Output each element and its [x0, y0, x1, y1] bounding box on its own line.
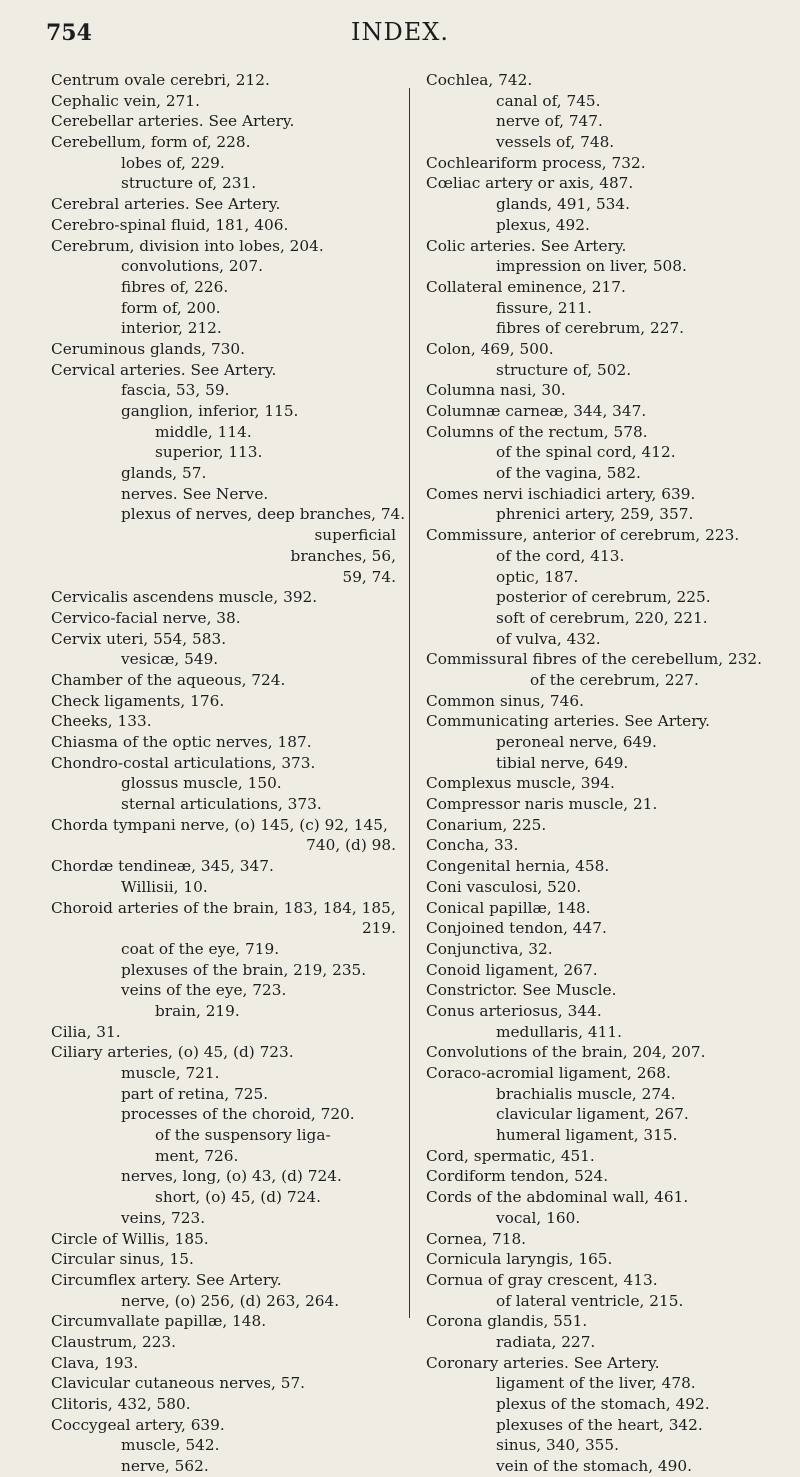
- index-subentry: short, (o) 45, (d) 724.: [155, 1188, 321, 1207]
- index-subentry: interior, 212.: [121, 319, 222, 338]
- index-column-left: [51, 70, 406, 1477]
- index-entry: Conoid ligament, 267.: [426, 960, 598, 979]
- index-entry: Chamber of the aqueous, 724.: [51, 670, 286, 689]
- index-subentry: superior, 113.: [155, 443, 263, 462]
- index-entry: Cheeks, 133.: [51, 712, 152, 731]
- index-subentry: nerve, 562.: [121, 1457, 209, 1476]
- index-subentry: ganglion, inferior, 115.: [121, 402, 299, 420]
- column-divider: [409, 88, 410, 1318]
- index-subentry: clavicular ligament, 267.: [496, 1105, 689, 1124]
- index-entry: Ciliary arteries, (o) 45, (d) 723.: [51, 1043, 294, 1062]
- index-column-right: [426, 70, 766, 1477]
- index-subentry: posterior of cerebrum, 225.: [496, 588, 711, 607]
- index-entry: Collateral eminence, 217.: [426, 277, 626, 296]
- index-subentry: vesicæ, 549.: [121, 650, 219, 669]
- index-subentry: of the cerebrum, 227.: [530, 670, 699, 689]
- index-entry: Coronary arteries. See Artery.: [426, 1353, 660, 1372]
- index-subentry: vocal, 160.: [496, 1208, 581, 1227]
- index-entry: Common sinus, 746.: [426, 691, 584, 710]
- index-subentry: 219.: [361, 919, 396, 938]
- index-entry: Coni vasculosi, 520.: [426, 877, 582, 896]
- index-subentry: part of retina, 725.: [121, 1084, 269, 1103]
- index-entry: Clavicular cutaneous nerves, 57.: [51, 1374, 306, 1393]
- index-subentry: peroneal nerve, 649.: [496, 733, 657, 751]
- index-subentry: humeral ligament, 315.: [496, 1126, 678, 1145]
- index-subentry: sternal articulations, 373.: [121, 795, 322, 814]
- index-entry: Chiasma of the optic nerves, 187.: [51, 733, 312, 751]
- index-subentry: convolutions, 207.: [121, 257, 263, 276]
- index-entry: Circumvallate papillæ, 148.: [51, 1312, 267, 1331]
- index-entry: Cervix uteri, 554, 583.: [51, 629, 227, 648]
- index-subentry: coat of the eye, 719.: [121, 939, 280, 958]
- index-entry: Cerebrum, division into lobes, 204.: [51, 236, 324, 255]
- index-subentry: glossus muscle, 150.: [121, 774, 282, 793]
- index-entry: Cornea, 718.: [426, 1229, 527, 1248]
- index-subentry: structure of, 502.: [496, 360, 632, 379]
- index-subentry: of the spinal cord, 412.: [496, 443, 676, 462]
- index-entry: Columns of the rectum, 578.: [426, 422, 648, 441]
- index-entry: Cephalic vein, 271.: [51, 91, 200, 110]
- index-subentry: soft of cerebrum, 220, 221.: [496, 608, 708, 627]
- index-entry: Conarium, 225.: [426, 815, 547, 834]
- index-entry: Circular sinus, 15.: [51, 1250, 194, 1269]
- index-entry: Columna nasi, 30.: [426, 381, 566, 400]
- index-subentry: nerves, long, (o) 43, (d) 724.: [121, 1167, 342, 1186]
- index-subentry: brachialis muscle, 274.: [496, 1084, 676, 1103]
- index-subentry: of vulva, 432.: [496, 629, 601, 648]
- index-subentry: veins, 723.: [121, 1208, 206, 1227]
- index-entry: Cord, spermatic, 451.: [426, 1146, 595, 1165]
- index-subentry: fissure, 211.: [496, 298, 592, 317]
- index-subentry: vein of the stomach, 490.: [496, 1457, 692, 1476]
- index-subentry: plexus of nerves, deep branches, 74.: [121, 505, 406, 524]
- index-subentry: processes of the choroid, 720.: [121, 1105, 355, 1124]
- index-subentry: of the suspensory liga-: [155, 1126, 331, 1145]
- index-subentry: plexuses of the heart, 342.: [496, 1415, 703, 1434]
- index-entry: Conjoined tendon, 447.: [426, 919, 607, 938]
- index-entry: Cervicalis ascendens muscle, 392.: [51, 588, 318, 607]
- index-subentry: ment, 726.: [155, 1146, 239, 1165]
- index-entry: Comes nervi ischiadici artery, 639.: [426, 484, 696, 503]
- page-header: [0, 14, 800, 54]
- index-entry: Cordiform tendon, 524.: [426, 1167, 609, 1186]
- index-subentry: nerve of, 747.: [496, 112, 603, 131]
- index-entry: Colon, 469, 500.: [426, 339, 554, 358]
- index-entry: Cords of the abdominal wall, 461.: [426, 1188, 689, 1207]
- index-entry: Coccygeal artery, 639.: [51, 1415, 225, 1434]
- index-entry: Convolutions of the brain, 204, 207.: [426, 1043, 706, 1062]
- index-subentry: phrenici artery, 259, 357.: [496, 505, 694, 524]
- index-subentry: structure of, 231.: [121, 174, 257, 193]
- index-subentry: form of, 200.: [121, 298, 221, 317]
- index-subentry: veins of the eye, 723.: [121, 981, 287, 1000]
- index-subentry: middle, 114.: [155, 422, 252, 441]
- index-entry: Cerebral arteries. See Artery.: [51, 195, 281, 214]
- index-subentry: lobes of, 229.: [121, 153, 225, 172]
- index-entry: Chorda tympani nerve, (o) 145, (c) 92, 145,: [51, 815, 388, 834]
- index-subentry: of the cord, 413.: [496, 546, 625, 565]
- index-entry: Cochlea, 742.: [426, 71, 533, 89]
- index-entry: Centrum ovale cerebri, 212.: [51, 71, 270, 89]
- index-entry: Cerebro-spinal fluid, 181, 406.: [51, 215, 289, 234]
- index-entry: Conical papillæ, 148.: [426, 898, 591, 917]
- index-entry: Chondro-costal articulations, 373.: [51, 753, 316, 772]
- index-entry: Corona glandis, 551.: [426, 1312, 588, 1331]
- index-entry: Constrictor. See Muscle.: [426, 981, 617, 1000]
- index-subentry: medullaris, 411.: [496, 1022, 622, 1041]
- index-entry: Congenital hernia, 458.: [426, 857, 610, 876]
- index-subentry: muscle, 721.: [121, 1064, 220, 1082]
- index-entry: Concha, 33.: [426, 836, 519, 855]
- index-subentry: optic, 187.: [496, 567, 579, 586]
- index-subentry: ligament of the liver, 478.: [496, 1374, 696, 1393]
- index-subentry: nerve, (o) 256, (d) 263, 264.: [121, 1291, 340, 1310]
- index-subentry: radiata, 227.: [496, 1332, 596, 1351]
- index-entry: Conus arteriosus, 344.: [426, 1001, 602, 1020]
- index-entry: Cerebellar arteries. See Artery.: [51, 112, 295, 131]
- index-subentry: muscle, 542.: [121, 1436, 220, 1455]
- index-entry: Claustrum, 223.: [51, 1332, 177, 1351]
- index-entry: Conjunctiva, 32.: [426, 939, 553, 958]
- index-subentry: glands, 491, 534.: [496, 195, 631, 214]
- index-subentry: branches, 56,: [290, 546, 396, 565]
- index-entry: Chordæ tendineæ, 345, 347.: [51, 857, 274, 876]
- index-entry: Cerebellum, form of, 228.: [51, 133, 251, 152]
- index-entry: Cervico-facial nerve, 38.: [51, 608, 241, 627]
- index-entry: Choroid arteries of the brain, 183, 184, 185,: [51, 898, 396, 917]
- index-subentry: impression on liver, 508.: [496, 257, 687, 276]
- index-entry: Commissure, anterior of cerebrum, 223.: [426, 526, 740, 545]
- index-subentry: canal of, 745.: [496, 91, 601, 110]
- index-subentry: 740, (d) 98.: [306, 836, 396, 855]
- index-entry: Clitoris, 432, 580.: [51, 1395, 191, 1413]
- index-entry: Circle of Willis, 185.: [51, 1229, 209, 1248]
- index-entry: Complexus muscle, 394.: [426, 774, 615, 793]
- index-subentry: sinus, 340, 355.: [496, 1436, 620, 1455]
- index-subentry: plexuses of the brain, 219, 235.: [121, 960, 367, 979]
- index-subentry: glands, 57.: [121, 464, 207, 483]
- index-subentry: plexus, 492.: [496, 215, 590, 234]
- index-entry: Coraco-acromial ligament, 268.: [426, 1064, 671, 1082]
- index-entry: Cilia, 31.: [51, 1022, 121, 1041]
- index-subentry: plexus of the stomach, 492.: [496, 1395, 710, 1413]
- index-entry: Colic arteries. See Artery.: [426, 236, 627, 255]
- index-subentry: fibres of cerebrum, 227.: [496, 319, 685, 338]
- index-entry: Circumflex artery. See Artery.: [51, 1270, 282, 1289]
- index-entry: Cornicula laryngis, 165.: [426, 1250, 613, 1269]
- index-entry: Cornua of gray crescent, 413.: [426, 1270, 658, 1289]
- index-entry: Cervical arteries. See Artery.: [51, 360, 277, 379]
- index-subentry: fascia, 53, 59.: [121, 381, 230, 400]
- index-entry: Cœliac artery or axis, 487.: [426, 174, 634, 193]
- index-subentry: nerves. See Nerve.: [121, 484, 269, 503]
- index-entry: Columnæ carneæ, 344, 347.: [426, 402, 647, 420]
- index-entry: Compressor naris muscle, 21.: [426, 795, 658, 814]
- running-title: INDEX.: [351, 18, 449, 46]
- index-subentry: fibres of, 226.: [121, 277, 229, 296]
- index-entry: Ceruminous glands, 730.: [51, 339, 246, 358]
- index-subentry: 59, 74.: [342, 567, 396, 586]
- index-subentry: Willisii, 10.: [121, 877, 208, 896]
- index-subentry: brain, 219.: [155, 1001, 240, 1020]
- index-entry: Commissural fibres of the cerebellum, 232.: [426, 650, 763, 669]
- index-subentry: superficial: [314, 526, 396, 545]
- index-entry: Communicating arteries. See Artery.: [426, 712, 711, 731]
- index-entry: Cochleariform process, 732.: [426, 153, 646, 172]
- index-subentry: of the vagina, 582.: [496, 464, 641, 483]
- page-number: 754: [46, 20, 92, 46]
- index-entry: Clava, 193.: [51, 1353, 139, 1372]
- index-subentry: tibial nerve, 649.: [496, 753, 629, 772]
- index-subentry: vessels of, 748.: [496, 133, 615, 152]
- index-subentry: of lateral ventricle, 215.: [496, 1291, 684, 1310]
- index-entry: Check ligaments, 176.: [51, 691, 225, 710]
